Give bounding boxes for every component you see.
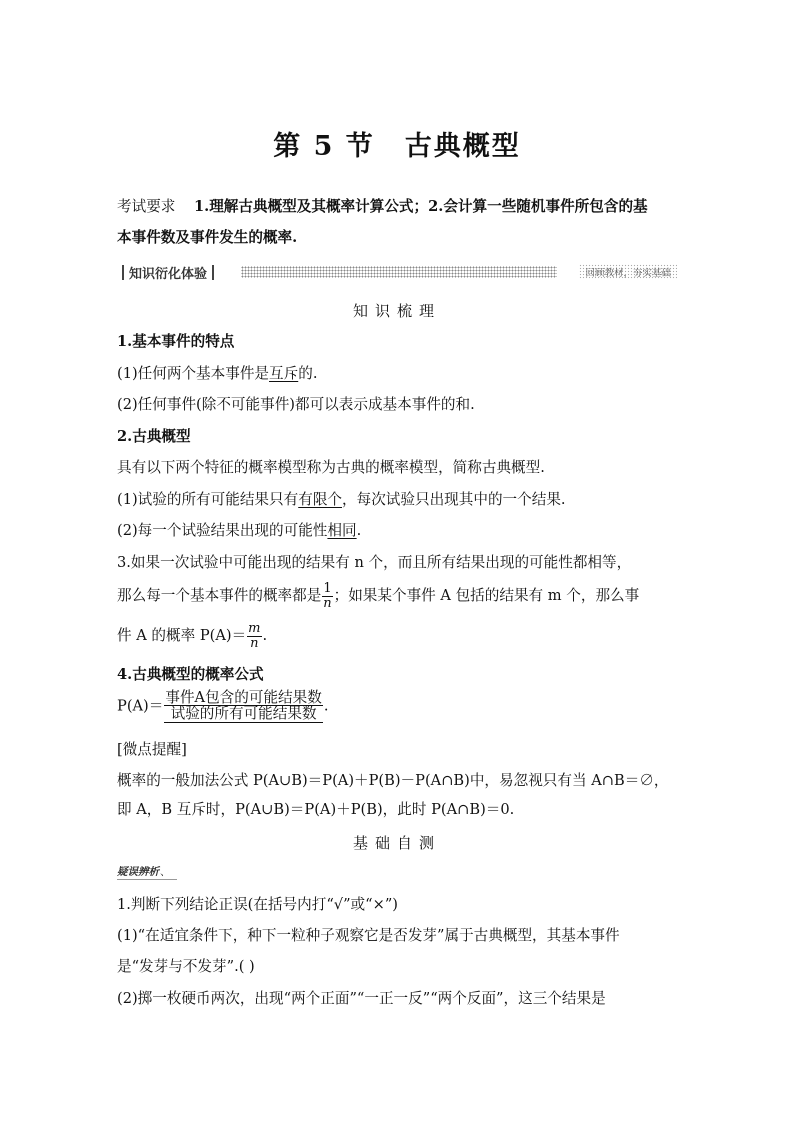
tag-underline: [117, 879, 177, 880]
exam-requirement-line-1: [117, 197, 648, 217]
question1-instruction: 1.判断下列结论正误(在括号内打“√”或“×”): [117, 896, 398, 913]
title-section-number: 第 5 节: [273, 131, 375, 162]
tip-line-1: 概率的一般加法公式 P(A∪B)＝P(A)＋P(B)－P(A∩B)中，易忽视只有当 A∩B＝∅，: [117, 772, 669, 789]
tip-label: [微点提醒]: [117, 741, 187, 758]
title-topic: 古典概型: [404, 131, 521, 162]
item1-line-2: (2)任何事件(除不可能事件)都可以表示成基本事件的和.: [117, 396, 475, 413]
item1-answer-mutually-exclusive: 互斥: [269, 365, 299, 382]
fraction-one-over-n: [322, 582, 332, 610]
item2-line-2-post: ，每次试验只出现其中的一个结果.: [342, 491, 566, 508]
section-banner: [117, 263, 677, 281]
item2-line-3-pre: (2)每一个试验结果出现的可能性: [117, 522, 328, 539]
fraction-denominator: n: [250, 635, 259, 651]
item3-line-2: [117, 582, 639, 610]
item3-line-3: [117, 622, 267, 650]
item3-line-3-pre: 件 A 的概率 P(A)＝: [117, 627, 247, 645]
exam-requirement-label: 考试要求: [117, 198, 176, 215]
banner-left: [117, 263, 219, 281]
item2-answer-equal: 相同: [327, 522, 357, 539]
error-analysis-mark: 、: [160, 866, 171, 878]
item3-line-3-post: .: [262, 627, 268, 645]
item3-line-2-post: ；如果某个事件 A 包括的结果有 m 个，那么事: [333, 587, 640, 605]
item2-line-2: [117, 490, 566, 510]
item2-line-3-post: .: [356, 522, 362, 539]
formula-denominator: 试验的所有可能结果数: [164, 706, 322, 722]
exam-requirement-line-2: 本事件数及事件发生的概率.: [117, 229, 298, 246]
item3-line-2-pre: 那么每一个基本事件的概率都是: [117, 587, 322, 605]
item4-formula: [117, 690, 328, 723]
classical-probability-fraction: [164, 690, 322, 723]
formula-lhs: P(A)＝: [117, 697, 164, 715]
section-heading-basic-test: 基础自测: [352, 834, 441, 852]
item1-heading: 1.基本事件的特点: [117, 333, 235, 350]
banner-right-label: 回顾教材，夯实基础: [579, 264, 677, 279]
banner-dotted-pattern: [241, 266, 557, 278]
exam-requirement-text-1: 1.理解古典概型及其概率计算公式；2.会计算一些随机事件所包含的基: [193, 198, 648, 215]
fraction-denominator: n: [323, 595, 332, 611]
question1-item1-line2: 是“发芽与不发芽”.( ): [117, 958, 255, 975]
item1-line-1: [117, 364, 317, 384]
banner-bar-icon: [212, 265, 214, 280]
item3-line-1: 3.如果一次试验中可能出现的结果有 n 个，而且所有结果出现的可能性都相等，: [117, 554, 632, 571]
item1-line-1-post: 的.: [298, 365, 318, 382]
fraction-numerator: m: [248, 621, 261, 636]
item2-line-1: 具有以下两个特征的概率模型称为古典的概率模型，简称古典概型.: [117, 459, 545, 476]
error-analysis-tag: [117, 864, 171, 879]
section-heading-knowledge: 知识梳理: [352, 302, 441, 320]
formula-numerator: 事件A包含的可能结果数: [165, 689, 322, 706]
question1-item2-line1: (2)掷一枚硬币两次，出现“两个正面”“一正一反”“两个反面”，这三个结果是: [117, 990, 606, 1007]
item2-heading: 2.古典概型: [117, 428, 191, 445]
tip-line-2: 即 A，B 互斥时，P(A∪B)＝P(A)＋P(B)，此时 P(A∩B)＝0.: [117, 801, 515, 818]
question1-item1-line1: (1)“在适宜条件下，种下一粒种子观察它是否发芽”属于古典概型，其基本事件: [117, 927, 620, 944]
item4-heading: 4.古典概型的概率公式: [117, 666, 264, 683]
error-analysis-label: 疑误辨析: [117, 866, 159, 878]
item2-line-2-pre: (1)试验的所有可能结果只有: [117, 491, 299, 508]
banner-bar-icon: [122, 265, 124, 280]
item2-line-3: [117, 521, 361, 541]
fraction-m-over-n: [247, 622, 261, 650]
banner-left-label: 知识衍化体验: [129, 266, 208, 282]
formula-post: .: [323, 697, 329, 715]
item2-answer-finite: 有限个: [298, 491, 343, 508]
fraction-numerator: 1: [323, 581, 332, 596]
page-title: [0, 124, 794, 163]
item1-line-1-pre: (1)任何两个基本事件是: [117, 365, 270, 382]
